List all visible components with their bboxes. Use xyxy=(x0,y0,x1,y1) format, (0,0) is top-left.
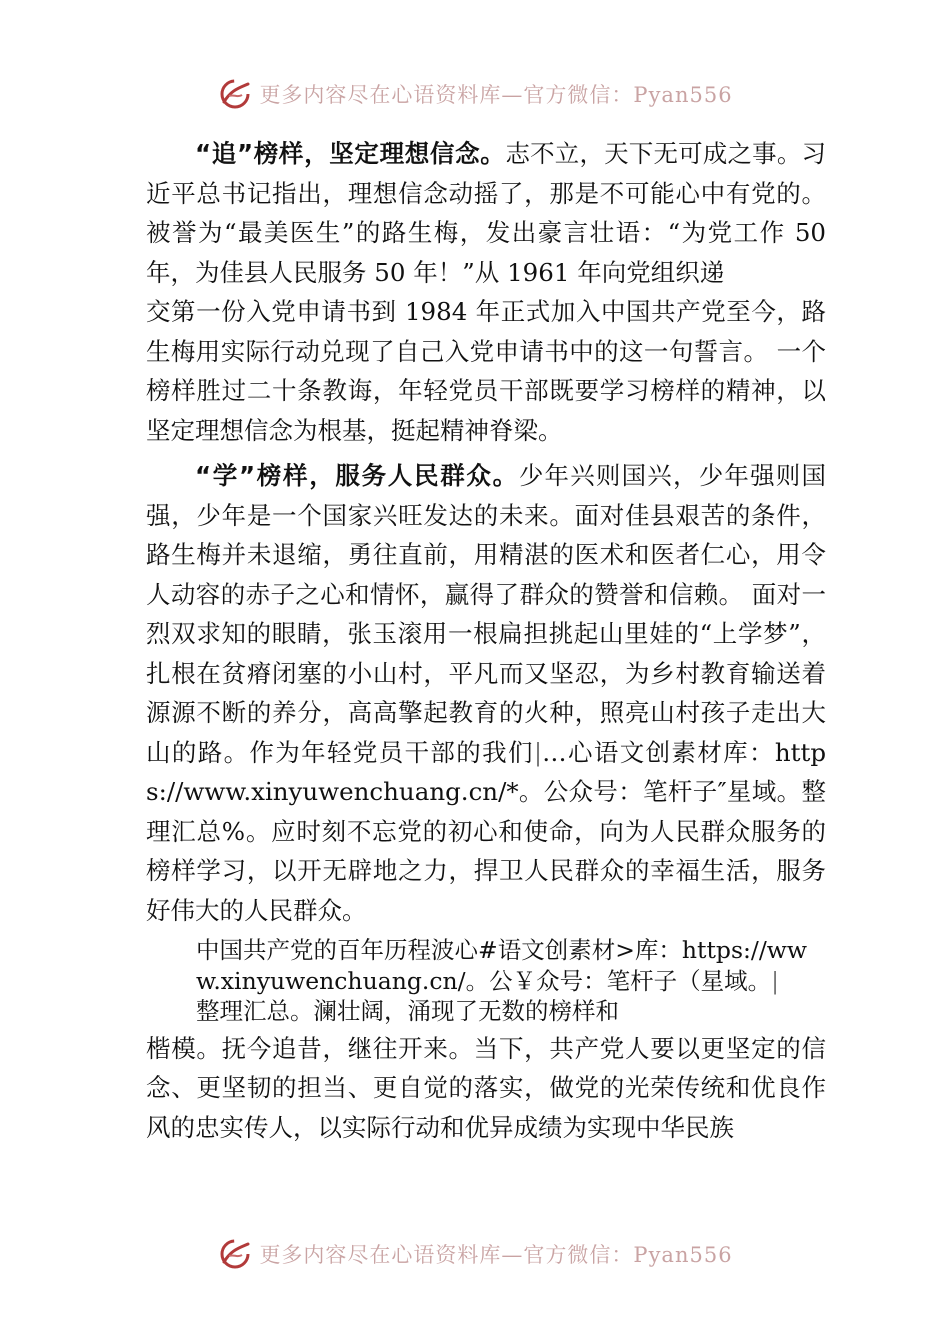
document-body xyxy=(146,134,826,1147)
quote-separator: | xyxy=(771,966,779,995)
watermark-text: 更多内容尽在心语资料库—官方微信：Pyan556 xyxy=(259,1243,733,1267)
quote-text: 中国共产党的百年历程波心#语文创素材>库：https://www.xinyuwenchuang.cn/。公￥众号：笔杆子（星域。 xyxy=(196,936,807,995)
paragraph-1 xyxy=(146,134,826,292)
swirl-logo-icon xyxy=(217,76,253,112)
watermark-text: 更多内容尽在心语资料库—官方微信：Pyan556 xyxy=(259,83,733,107)
quote-text-2: 整理汇总。澜壮阔，涌现了无数的榜样和 xyxy=(196,997,619,1025)
paragraph-2 xyxy=(146,456,826,930)
paragraph-2-separator: | xyxy=(533,737,543,767)
watermark-footer xyxy=(0,1234,950,1274)
embedded-quote xyxy=(196,935,826,1027)
paragraph-2-text: 少年兴则国兴，少年强则国强，少年是一个国家兴旺发达的未来。面对佳县艰苦的条件，路生梅并未退缩，勇往直前，用精湛的医术和医者仁心，用令人动容的赤子之心和情怀，赢得了群众的赞誉和信赖。 面对一烈双求知的眼睛，张玉滚用一根扁担挑起山里娃的“上学梦”，扎根在贫瘠闭塞的小山村，平凡而又坚忍，为乡村教育输送着源源不断的养分，高高擎起教育的火种，照亮山村孩子走出大山的路。作为年轻党员干部的我们 xyxy=(146,461,827,767)
paragraph-2-heading: “学”榜样，服务人民群众。 xyxy=(195,461,519,490)
paragraph-3: 楷模。抚今追昔，继往开来。当下，共产党人要以更坚定的信念、更坚韧的担当、更自觉的落实，做党的光荣传统和优良作风的忠实传人，以实际行动和优异成绩为实现中华民族 xyxy=(146,1033,826,1142)
paragraph-1-continued: 交第一份入党申请书到 1984 年正式加入中国共产党至今，路生梅用实际行动兑现了自己入党申请书中的这一句誓言。 一个榜样胜过二十条教诲，年轻党员干部既要学习榜样的精神，以坚定理想信念为根基，挺起精神脊梁。 xyxy=(146,297,826,445)
paragraph-2-text-2: …心语文创素材库：https://www.xinyuwenchuang.cn/*。公众号：笔杆子″星域。整理汇总%。应时刻不忘党的初心和使命，向为人民群众服务的榜样学习，以开无辟地之力，捍卫人民群众的幸福生活，服务好伟大的人民群众。 xyxy=(146,737,827,925)
paragraph-1-text: 志不立，天下无可成之事。习近平总书记指出，理想信念动摇了，那是不可能心中有党的。被誉为“最美医生”的路生梅，发出豪言壮语：“为党工作 50 年，为佳县人民服务 50 年！”从 1961 年向党组织递 xyxy=(146,139,826,287)
paragraph-1-heading: “追”榜样，坚定理想信念。 xyxy=(195,139,506,168)
watermark-header xyxy=(0,74,950,114)
swirl-logo-icon xyxy=(217,1236,253,1272)
